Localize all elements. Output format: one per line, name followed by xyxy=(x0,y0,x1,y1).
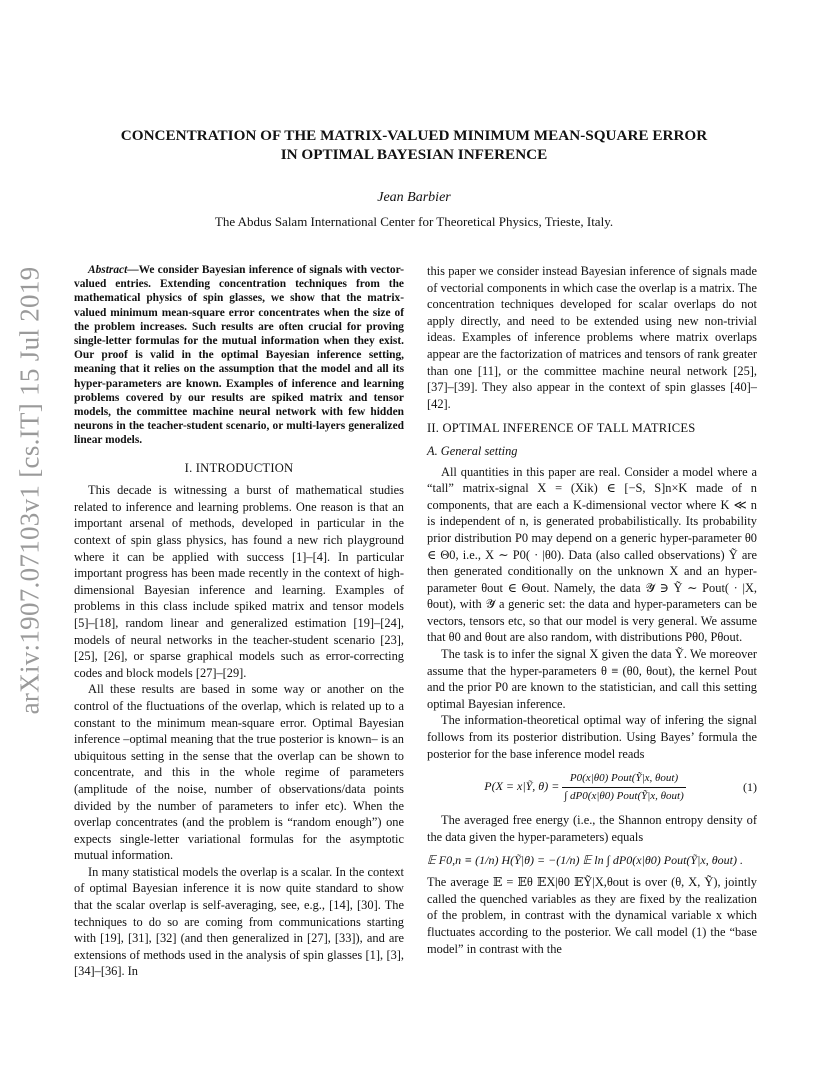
equation-1-fraction xyxy=(562,770,685,804)
equation-2: 𝔼 F0,n ≡ (1/n) H(Ỹ|θ) = −(1/n) 𝔼 ln ∫ dP0(x|θ0) Pout(Ỹ|x, θout) . xyxy=(427,852,743,867)
arxiv-stamp: arXiv:1907.07103v1 [cs.IT] 15 Jul 2019 xyxy=(14,266,45,714)
right-paragraph-3: The information-theoretical optimal way of infering the signal follows from its posterior distribution. Using Bayes’ formula the posterior for the base inference model reads xyxy=(427,713,757,761)
title-line-1: CONCENTRATION OF THE MATRIX-VALUED MINIMUM MEAN-SQUARE ERROR xyxy=(120,127,708,144)
right-paragraph-0: this paper we consider instead Bayesian inference of signals made of vectorial components in which case the overlap is a matrix. The concentration techniques developed for scalar overlaps do not apply directly, and need to be extended using new non-trivial ideas. Examples of inference problems where matrix overlaps appear are the factorization of matrices and tensors of rank greater than one [11], or the committee machine neural network [25], [37]–[39]. They also appear in the context of spin glasses [40]–[42]. xyxy=(427,264,757,411)
affiliation: The Abdus Salam International Center for Theoretical Physics, Trieste, Italy. xyxy=(214,214,614,229)
equation-1 xyxy=(427,770,757,804)
section-1-heading: I. INTRODUCTION xyxy=(184,460,294,475)
abstract-label: Abstract xyxy=(88,264,128,276)
equation-1-body xyxy=(427,770,743,804)
left-column xyxy=(74,263,404,980)
equation-1-denominator: ∫ dP0(x|θ0) Pout(Ỹ|x, θout) xyxy=(564,789,684,802)
section-2-heading: II. OPTIMAL INFERENCE OF TALL MATRICES xyxy=(427,421,696,436)
intro-paragraph-2: All these results are based in some way or another on the control of the fluctuations of the overlap, which is related up to a constant to the minimum mean-square error. Optimal Bayesian inference –optimal meaning that the true posterior is known– is an ubiquitous setting in the sense that the overlap can be shown to concentrate, and this in the whole regime of parameters (amplitude of the noise, number of observations/data points divided by the number of parameters to infer etc). When the overlap concentrates (and the problem is “random enough”) one expects single-letter variational formulas for the asymptotic mutual information. xyxy=(74,682,404,863)
intro-paragraph-1: This decade is witnessing a burst of mathematical studies related to inference and learning problems. One reason is that an important arsenal of methods, developed in particular in the context of spin glass physics, has found a new rich playground where it can be applied with success [1]–[4]. In particular important progress has been made recently in the context of high-dimensional Bayesian inference and learning. Examples of problems in this class include spiked matrix and tensor models [5]–[18], random linear and generalized estimation [19]–[24], models of neural networks in the teacher-student scenario [23], [25], [26], or sparse graphical models such as error-correcting codes and block models [27]–[29]. xyxy=(74,483,404,680)
right-paragraph-5: The average 𝔼 = 𝔼θ 𝔼X|θ0 𝔼Ỹ|X,θout is over (θ, X, Ỹ), jointly called the quenched variables as they are fixed by the realization of the problem, in contrast with the dynamical variable x which fluctuates according to the posterior. We call model (1) the “base model” in contrast with the xyxy=(427,875,757,956)
right-column xyxy=(427,263,757,957)
paper-title xyxy=(74,126,754,164)
abstract-text: —We consider Bayesian inference of signals with vector-valued entries. Extending concentration techniques from the mathematical physics of spin glasses, we show that the matrix-valued minimum mean-square error concentrates when the size of the problem increases. Such results are often crucial for proving single-letter formulas for the mutual information when they exist. Our proof is valid in the optimal Bayesian inference setting, meaning that it relies on the assumption that the model and all its hyper-parameters are known. Examples of inference and learning problems covered by our results are spiked matrix and tensor models, the committee machine neural network with few hidden neurons in the teacher-student scenario, or multi-layers generalized linear models. xyxy=(74,264,404,447)
right-paragraph-4: The averaged free energy (i.e., the Shannon entropy density of the data given the hyper-parameters) equals xyxy=(427,813,757,844)
subsection-a-heading: A. General setting xyxy=(427,443,518,458)
author: Jean Barbier xyxy=(377,190,451,205)
title-line-2: IN OPTIMAL BAYESIAN INFERENCE xyxy=(280,146,548,163)
right-paragraph-2: The task is to infer the signal X given the data Ỹ. We moreover assume that the hyper-parameters θ ≡ (θ0, θout), the kernel Pout and the prior P0 are known to the statistician, and call this setting optimal Bayesian inference. xyxy=(427,647,757,711)
intro-paragraph-3: In many statistical models the overlap is a scalar. In the context of optimal Bayesian inference it is now quite standard to show that the scalar overlap is self-averaging, see, e.g., [14], [30]. The techniques to do so are coming from communications starting with [19], [31], [32] (and then generalized in [27], [33]), and are extensions of methods used in the analysis of spin glasses [1], [3], [34]–[36]. In xyxy=(74,864,404,979)
equation-1-numerator: P0(x|θ0) Pout(Ỹ|x, θout) xyxy=(562,770,685,788)
right-paragraph-1: All quantities in this paper are real. Consider a model where a “tall” matrix-signal X = (Xik) ∈ [−S, S]n×K made of n components, that are each a K-dimensional vector where K ≪ n is independent of n, is generated probabilistically. Its probability prior distribution P0 may depend on a generic hyper-parameter θ0 ∈ Θ0, i.e., X ∼ P0( · |θ0). Data (also called observations) Ỹ are then generated conditionally on the unknown X and an hyper-parameter θout ∈ Θout. Namely, the data 𝒴̃ ∋ Ỹ ∼ Pout( · |X, θout), with 𝒴̃ a generic set: the data and hyper-parameters can be vectors, tensors etc, so that our model is very general. We assume that θ0 and θout are also random, with distributions Pθ0, Pθout. xyxy=(427,464,757,645)
abstract xyxy=(74,263,404,448)
equation-1-label: (1) xyxy=(743,780,757,795)
equation-1-lhs: P(X = x|Ỹ, θ) = xyxy=(484,779,560,794)
